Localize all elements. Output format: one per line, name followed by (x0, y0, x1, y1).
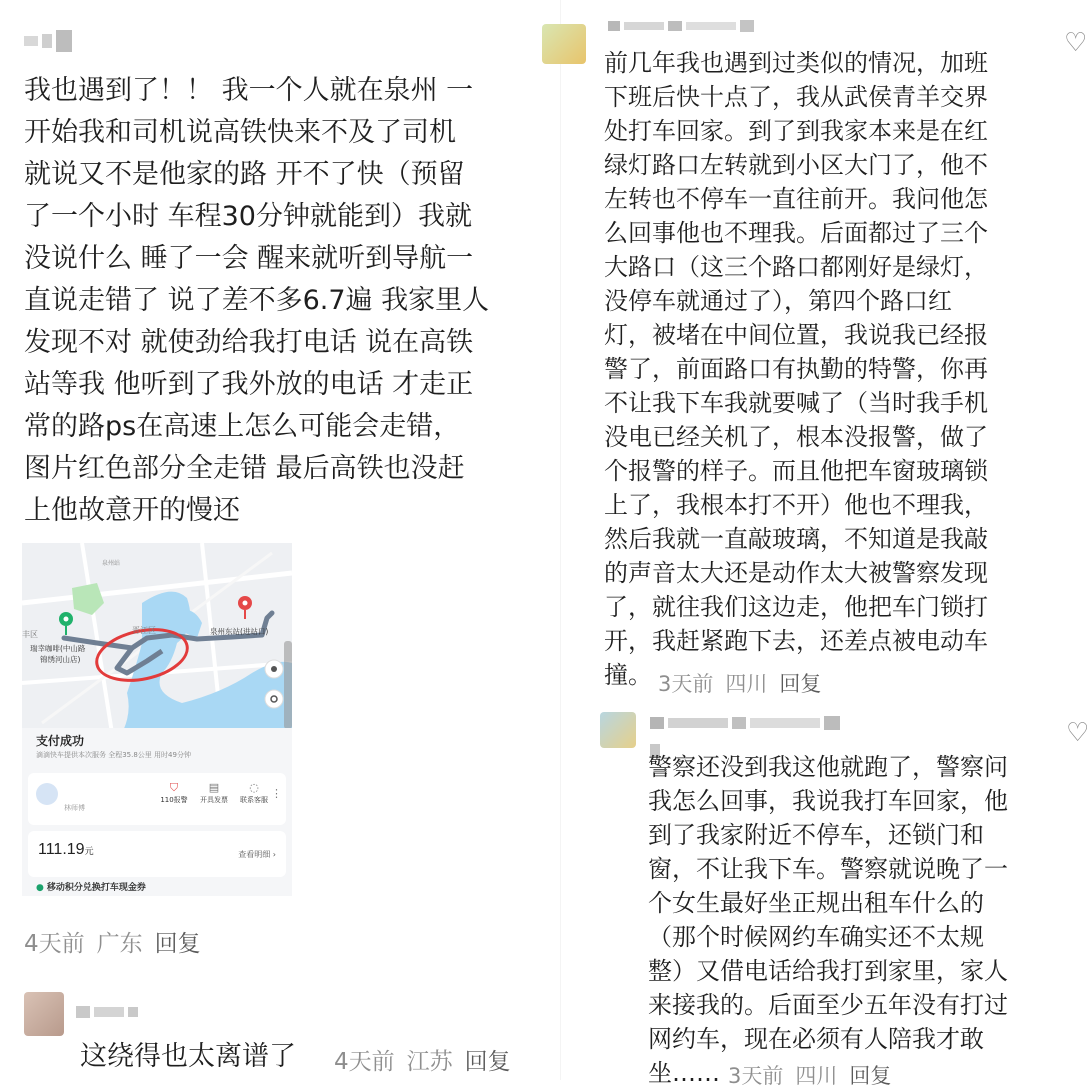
coin-icon: ● (36, 883, 44, 893)
ride-screenshot (22, 543, 292, 896)
reply-button[interactable]: 回复 (154, 931, 201, 957)
comment-meta-2 (334, 1043, 511, 1076)
route-map (22, 543, 292, 733)
alarm-icon: ⛉ (169, 781, 179, 794)
comment-location: 四川 (795, 1064, 838, 1088)
map-label-district: 丰区 (22, 630, 38, 639)
comment-meta (658, 668, 821, 698)
avatar[interactable] (600, 712, 636, 748)
chat-icon: ◌ (249, 781, 259, 794)
invoice-button[interactable]: ▤ 开具发票 (196, 781, 232, 805)
driver-name: 林师傅 (64, 804, 85, 812)
comment-location: 广东 (96, 931, 143, 957)
username-blurred (24, 30, 72, 52)
comment-time: 4天前 (24, 931, 85, 957)
payment-card (22, 728, 292, 896)
comment-location: 江苏 (406, 1049, 453, 1075)
driver-row (28, 773, 286, 825)
map-label-start: 瑞幸咖啡(中山路 (30, 644, 86, 653)
avatar[interactable] (542, 24, 586, 64)
comment-text-2: 这绕得也太离谱了 (80, 1041, 296, 1072)
price-amount: 111.19元 (38, 841, 94, 858)
reply-button[interactable]: 回复 (464, 1049, 511, 1075)
comment-time: 3天前 (658, 672, 714, 696)
more-icon[interactable]: ⋮ (271, 787, 282, 800)
reply-button[interactable]: 回复 (779, 672, 822, 696)
price-row (28, 831, 286, 877)
username-blurred (650, 716, 840, 730)
comment-text: 前几年我也遇到过类似的情况，加班 下班后快十点了，我从武侯青羊交界 处打车回家。到了到我家本来是在红 绿灯路口左转就到小区大门了，他不 左转也不停车一直往前开。我问他怎 么回事他也不理我。后面都过了三个 大路口（这三个路口都刚好是绿灯， 没停车就通过了），第四个路口红 灯，被堵在中间位置，我说我已经报 警了，前面路口有执勤的特警，你再 不让我下车我就要喊了（当时我手机 没电已经关机了，根本没报警，做了 个报警的样子。而且他把车窗玻璃锁 上了，我根本打不开）他也不理我， 然后我就一直敲玻璃，不知道是我敲 的声音太大还是动作太大被警察发现 了，就往我们这边走，他把车门锁打 开，我赶紧跑下去，还差点被电动车 撞。 (604, 49, 988, 689)
invoice-icon: ▤ (208, 781, 220, 794)
view-detail-link[interactable]: 查看明细 › (238, 850, 276, 859)
map-label-end: 泉州东站(进站口) (210, 627, 269, 636)
payment-title: 支付成功 (36, 734, 85, 748)
map-label-station: 泉州站 (102, 560, 121, 567)
driver-avatar (36, 783, 58, 805)
reply-button[interactable]: 回复 (849, 1064, 892, 1088)
map-label-jinjiang: 晋江区 (132, 626, 156, 635)
comment-text-2: 警察还没到我这他就跑了，警察问 我怎么回事，我说我打车回家，他 到了我家附近不停车，还锁门和 窗，不让我下车。警察就说晚了一 个女生最好坐正规出租车什么的 （那个时候网约车确实还不太规 整）又借电话给我打到家里，家人 来接我的。后面至少五年没有打过 网约车，现在必须有人陪我才敢 坐…… (648, 753, 1008, 1087)
promo-banner[interactable]: ● 移动积分兑换打车现金券 (36, 883, 146, 893)
comment-text: 我也遇到了！！ 我一个人就在泉州 一 开始我和司机说高铁快来不及了司机 就说又不是他家的路 开不了快（预留 了一个小时 车程30分钟就能到）我就 没说什么 睡了一会 醒来就听到导航一 直说走错了 说了差不多6.7遍 我家里人 发现不对 就使劲给我打电话 说在高铁 站等我 他听到了我外放的电话 才走正 常的路ps在高速上怎么可能会走错， 图片红色部分全走错 最后高铁也没赶 上他故意开的慢还 (24, 75, 490, 526)
comment-time: 4天前 (334, 1049, 395, 1075)
customer-service-button[interactable]: ◌ 联系客服 (236, 781, 272, 805)
username-blurred (76, 1006, 138, 1018)
avatar[interactable] (24, 992, 64, 1036)
comment-meta (24, 925, 201, 958)
comment-time: 3天前 (728, 1064, 784, 1088)
payment-subtitle: 滴滴快车提供本次服务 全程35.8公里 用时49分钟 (36, 751, 191, 759)
report-police-button[interactable]: ⛉ 110报警 (156, 781, 192, 805)
like-icon[interactable]: ♡ (1066, 718, 1089, 748)
like-icon[interactable]: ♡ (1064, 28, 1088, 58)
right-column (560, 0, 1089, 1088)
comment-meta-2 (728, 1060, 891, 1090)
map-label-start-2: 锦绣河山店) (40, 655, 81, 664)
username-blurred (608, 20, 754, 32)
comment-location: 四川 (725, 672, 768, 696)
